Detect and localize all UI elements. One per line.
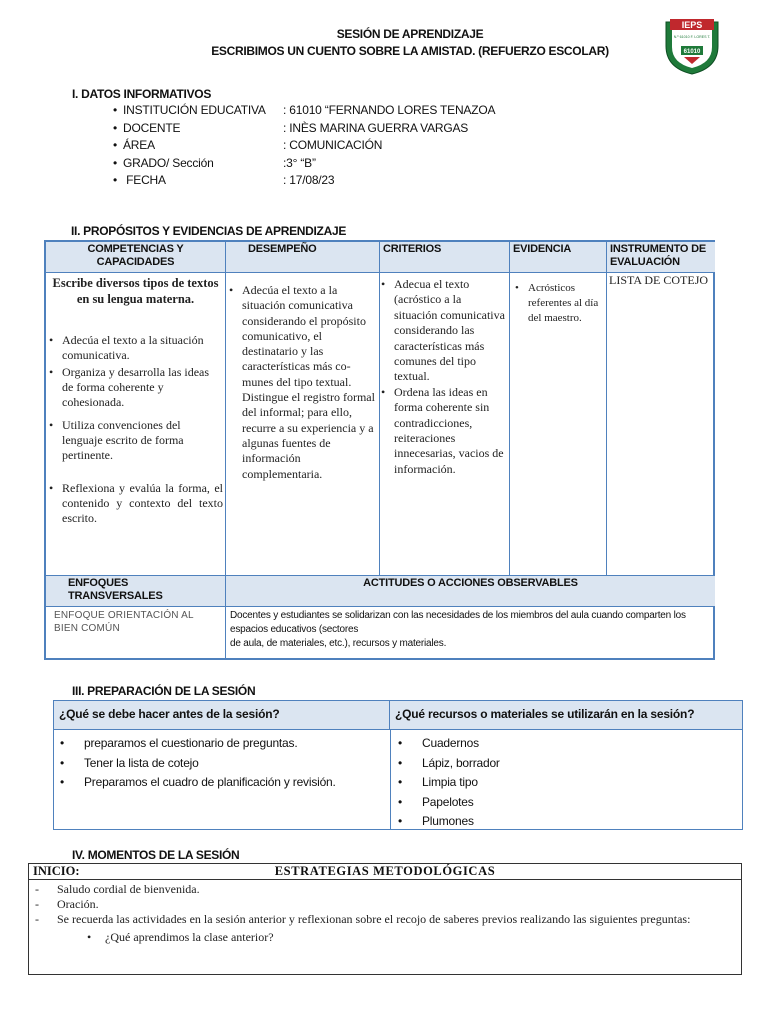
list-item: • ¿Qué aprendimos la clase anterior?	[29, 930, 741, 945]
list-item: • Papelotes	[392, 793, 500, 813]
session-moments-table	[28, 863, 742, 975]
inicio-label: INICIO:	[33, 864, 80, 878]
header-criterios: CRITERIOS	[380, 242, 510, 273]
svg-text:61010: 61010	[683, 49, 701, 55]
header-instrumento: INSTRUMENTO DE EVALUACIÓN	[607, 242, 715, 273]
instrumento-cell: LISTA DE COTEJO	[607, 273, 715, 576]
header-evidencia: EVIDENCIA	[510, 242, 607, 273]
desempeno-cell	[226, 273, 380, 576]
list-item: • Preparamos el cuadro de planificación y revisión.	[54, 773, 336, 793]
section-1-heading: I. DATOS INFORMATIVOS	[72, 87, 212, 101]
learning-purposes-table	[44, 240, 715, 660]
list-item: - Saludo cordial de bienvenida.	[29, 882, 741, 897]
svg-text:N.º 61010 F. LORES T.: N.º 61010 F. LORES T.	[673, 35, 711, 39]
list-item: • Tener la lista de cotejo	[54, 754, 336, 774]
document-title: SESIÓN DE APRENDIZAJE	[336, 27, 484, 41]
section-2-heading: II. PROPÓSITOS Y EVIDENCIAS DE APRENDIZAJE	[71, 224, 347, 238]
list-item: • Cuadernos	[392, 734, 500, 754]
list-item: • preparamos el cuestionario de preguntas.	[54, 734, 336, 754]
list-item: • Utiliza convenciones del lenguaje escrito de forma pertinente.	[48, 418, 223, 463]
header-desempeno: DESEMPEÑO	[226, 242, 380, 273]
competencia-title: Escribe diversos tipos de textos en su lengua materna.	[52, 276, 219, 306]
section-3-heading: III. PREPARACIÓN DE LA SESIÓN	[72, 684, 256, 698]
header-resources: ¿Qué recursos o materiales se utilizarán en la sesión?	[390, 701, 742, 730]
list-item: • Adecúa el texto a la situación comunicativa.	[48, 333, 223, 363]
header-before-session: ¿Qué se debe hacer antes de la sesión?	[54, 701, 390, 730]
estrategias-label: ESTRATEGIAS METODOLÓGICAS	[274, 864, 496, 878]
school-logo-icon	[662, 16, 722, 76]
list-item: • Adecua el texto (acróstico a la situación comunicativa considerando las características más comunes del tipo textual.	[380, 277, 507, 385]
list-item: • Organiza y desarrolla las ideas de forma coherente y cohesionada.	[48, 365, 223, 410]
evidencia-cell	[510, 273, 607, 576]
criterios-cell	[380, 273, 510, 576]
actitud-cell: Docentes y estudiantes se solidarizan con las necesidades de los miembros del aula cuando comparten los espacios educativos (sectores de aula, de materiales, etc.), recursos y materiales.	[230, 610, 686, 649]
before-session-list	[54, 734, 336, 793]
list-item: • Adecúa el texto a la situación comunicativa considerando el propósito comunicativo, el destinatario y las características más co-munes del tipo textual. Distingue el registro formal del informal; para ello, recurre a su experiencia y a algunas fuentes de información complementaria.	[228, 283, 377, 482]
enfoque-cell: ENFOQUE ORIENTACIÓN AL BIEN COMÚN	[46, 607, 226, 658]
list-item: • Limpia tipo	[392, 773, 500, 793]
list-item: • Plumones	[392, 812, 500, 832]
list-item: • Lápiz, borrador	[392, 754, 500, 774]
section-4-heading: IV. MOMENTOS DE LA SESIÓN	[72, 848, 240, 862]
inicio-content	[29, 882, 741, 945]
resources-list	[392, 734, 500, 832]
header-actitudes: ACTITUDES O ACCIONES OBSERVABLES	[226, 576, 715, 607]
list-item: - Se recuerda las actividades en la sesión anterior y reflexionan sobre el recojo de saberes previos realizando las siguientes preguntas:	[29, 912, 741, 927]
list-item: • Ordena las ideas en forma coherente sin contradicciones, reiteraciones innecesarias, vacios de información.	[380, 385, 507, 477]
list-item: - Oración.	[29, 897, 741, 912]
competencias-cell	[46, 273, 226, 576]
header-competencias: COMPETENCIAS Y CAPACIDADES	[46, 242, 226, 273]
list-item: • Reflexiona y evalúa la forma, el contenido y contexto del texto escrito.	[48, 481, 223, 526]
session-preparation-table	[53, 700, 743, 830]
svg-text:IEPS: IEPS	[681, 20, 703, 30]
header-enfoques: ENFOQUES TRANSVERSALES	[46, 576, 226, 607]
document-subtitle: ESCRIBIMOS UN CUENTO SOBRE LA AMISTAD. (REFUERZO ESCOLAR)	[211, 44, 609, 58]
list-item: • Acrósticos referentes al día del maestro.	[514, 281, 604, 326]
